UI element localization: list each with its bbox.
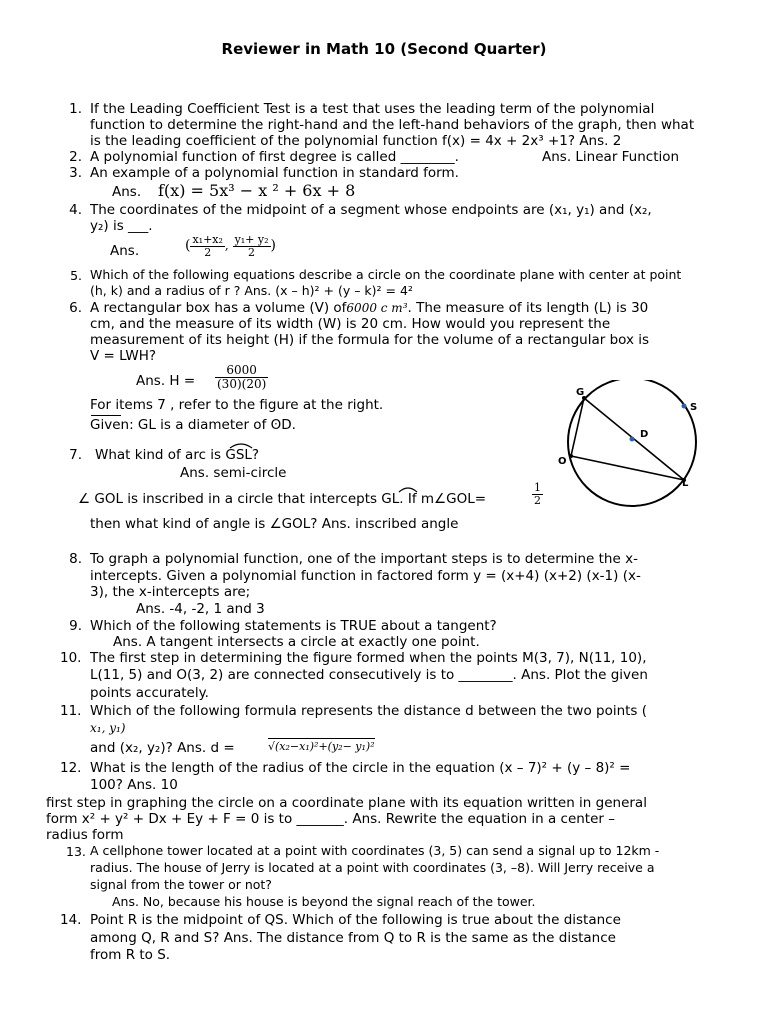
q14-line2: among Q, R and S? Ans. The distance from Q to R is the same as the distance [90,930,616,946]
item-number: 5. [70,268,82,283]
midpoint-x-fraction: $\frac{\text{x₁+x₂}}{2}$ [192,233,223,259]
q7-line3: then what kind of angle is ∠GOL? Ans. inscribed angle [90,516,459,532]
arc-mark-gl [397,485,419,493]
q1-line2: function to determine the right-hand and the left-hand behaviors of the graph, then what [90,117,695,133]
q2-answer: Ans. Linear Function [542,149,680,165]
circle-figure [548,380,718,530]
q8-line3: 3), the x-intercepts are; [90,584,251,600]
q2-text: A polynomial function of first degree is called ________. [90,149,459,165]
q3-text: An example of a polynomial function in standard form. [90,165,459,181]
q3-answer-expression: f(x) = 5x³ − x ² + 6x + 8 [158,181,356,200]
q13-line3: signal from the tower or not? [90,877,272,892]
item-number: 1. [69,101,82,117]
q7-fraction: $\frac{1}{2}$ [534,481,541,507]
label-l: L [682,478,689,489]
q9-answer: Ans. A tangent intersects a circle at exactly one point. [113,634,480,650]
label-o: O [558,456,567,467]
q4-answer-expression: ( $\frac{\text{x₁+x₂}}{2}$ , $\frac{\text{y₁+ y₂}}{2}$ ) [185,233,276,259]
q8-line1: To graph a polynomial function, one of the important steps is to determine the x- [90,551,638,567]
midpoint-y-fraction: $\frac{\text{y₁+ y₂}}{2}$ [234,233,269,259]
q7-text: What kind of arc is GSL? [95,447,260,463]
q12-line2: 100? Ans. 10 [90,777,178,793]
item-number: 3. [69,165,82,181]
q5-line1: Which of the following equations describe a circle on the coordinate plane with center at point [90,267,682,282]
q13-answer: Ans. No, because his house is beyond the signal reach of the tower. [112,894,536,909]
item-number: 11. [60,703,82,719]
q6-line1: A rectangular box has a volume (V) of6000 c m³. The measure of its length (L) is 30 [90,300,649,316]
q11-line2: x₁, y₁) [90,721,126,735]
q9-text: Which of the following statements is TRUE about a tangent? [90,618,497,634]
q4-line2: y₂) is ___. [90,218,153,234]
q12-line1: What is the length of the radius of the circle in the equation (x – 7)² + (y – 8)² = [90,760,631,776]
item-number: 6. [69,300,82,316]
q13-line2: radius. The house of Jerry is located at a point with coordinates (3, –8). Will Jerry receive a [90,860,655,875]
general-form-line1: first step in graphing the circle on a coordinate plane with its equation written in general [46,795,647,811]
q7-line2: ∠ GOL is inscribed in a circle that intercepts GL. If m∠GOL= [78,491,487,507]
q11-line1: Which of the following formula represents the distance d between the two points ( [90,703,648,719]
q8-line2: intercepts. Given a polynomial function in factored form y = (x+4) (x+2) (x-1) (x- [90,568,641,584]
item-number: 12. [60,760,82,776]
q5-line2: (h, k) and a radius of r ? Ans. (x – h)² + (y – k)² = 4² [90,283,413,298]
item-number: 8. [69,551,82,567]
arc-mark-gsl [228,441,254,449]
q4-answer-label: Ans. [110,243,140,259]
q6-answer-fraction: $\frac{6000}{(30)(20)}$ [217,363,267,391]
q6-line3: measurement of its height (H) if the formula for the volume of a rectangular box is [90,332,650,348]
q10-line2: L(11, 5) and O(3, 2) are connected consecutively is to ________. Ans. Plot the given [90,667,648,683]
q11-distance-formula: √(x₂−x₁)²+(y₂− y₁)² [268,740,375,753]
point-o [569,454,573,458]
q7-answer: Ans. semi-circle [180,465,287,481]
item-number: 2. [69,149,82,165]
general-form-line3: radius form [46,827,124,843]
point-s [682,404,687,409]
item-number: 7. [69,447,82,463]
q6-line2: cm, and the measure of its width (W) is 20 cm. How would you represent the [90,316,611,332]
center-point [630,437,635,442]
page-title: Reviewer in Math 10 (Second Quarter) [221,40,547,58]
label-g: G [576,387,585,398]
q14-line1: Point R is the midpoint of QS. Which of the following is true about the distance [90,912,621,928]
q1-line3: is the leading coefficient of the polynomial function f(x) = 4x + 2x³ +1? Ans. 2 [90,133,622,149]
q3-answer-label: Ans. [112,184,142,200]
item-number: 4. [69,202,82,218]
q10-line3: points accurately. [90,685,209,701]
q14-line3: from R to S. [90,947,171,963]
q4-line1: The coordinates of the midpoint of a segment whose endpoints are (x₁, y₁) and (x₂, [90,202,652,218]
q13-line1: A cellphone tower located at a point with coordinates (3, 5) can send a signal up to 12km - [90,843,660,858]
item-number: 14. [60,912,82,928]
label-d: D [640,429,649,440]
general-form-line2: form x² + y² + Dx + Ey + F = 0 is to _______. Ans. Rewrite the equation in a center – [46,811,615,827]
item-number: 10. [60,650,82,666]
q11-line3: and (x₂, y₂)? Ans. d = [90,740,235,756]
circle-outline [568,380,696,506]
overline-gl [91,415,121,416]
chord-ol [571,456,684,480]
item-number: 13. [66,844,86,859]
figure-instruction: For items 7 , refer to the figure at the right. [90,397,384,413]
q6-answer-label: Ans. H = [136,373,196,389]
figure-given: Given: GL is a diameter of ʘD. [90,417,296,433]
q1-line1: If the Leading Coefficient Test is a test that uses the leading term of the polynomial [90,101,655,117]
q6-line4: V = LWH? [90,348,157,364]
item-number: 9. [69,618,82,634]
q10-line1: The first step in determining the figure formed when the points M(3, 7), N(11, 10), [90,650,647,666]
label-s: S [690,402,698,413]
q8-answer: Ans. -4, -2, 1 and 3 [136,601,265,617]
